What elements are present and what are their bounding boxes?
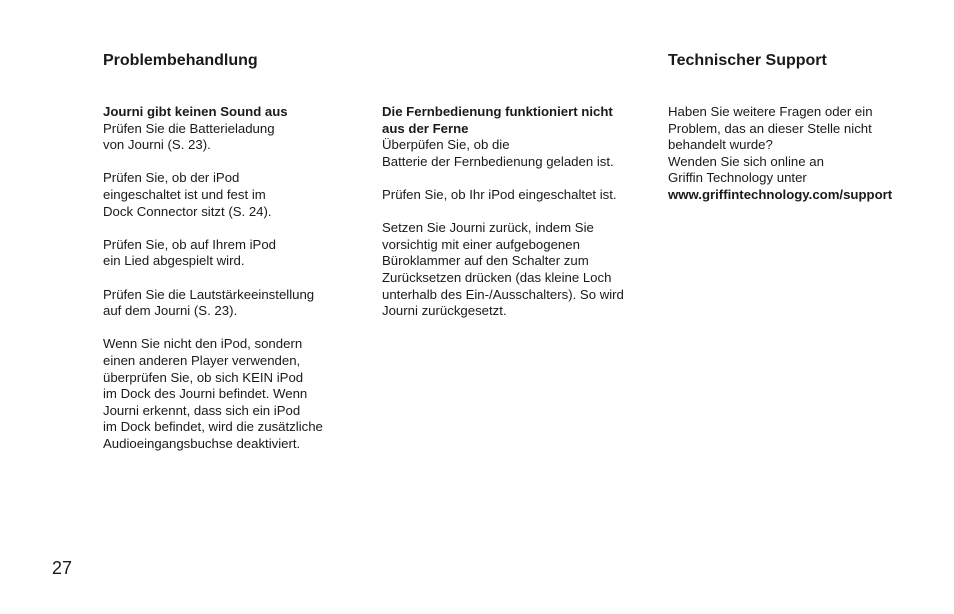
paragraph: Überpüfen Sie, ob die Batterie der Fernbedienung geladen ist. [382, 137, 614, 169]
paragraph: Prüfen Sie, ob Ihr iPod eingeschaltet ist. [382, 186, 617, 202]
paragraph: Prüfen Sie, ob auf Ihrem iPod ein Lied abgespielt wird. [103, 236, 277, 269]
paragraph: Wenn Sie nicht den iPod, sondern einen anderen Player verwenden, überprüfen Sie, ob sich KEIN iPod im Dock des Journi befindet. Wenn Journi erkennt, dass sich ein iPod im Dock befindet, wird die zusätzliche Audioeingangsbuchse deaktiviert. [103, 336, 323, 451]
column-support [668, 104, 948, 204]
paragraph: Prüfen Sie die Batterieladung von Journi (S. 23). [103, 120, 275, 153]
paragraph: Prüfen Sie, ob der iPod eingeschaltet ist und fest im Dock Connector sitzt (S. 24). [103, 170, 272, 219]
section-title-no-sound: Journi gibt keinen Sound aus [103, 104, 288, 119]
heading-technical-support: Technischer Support [668, 52, 827, 69]
support-text: Haben Sie weitere Fragen oder ein Problem, das an dieser Stelle nicht behandelt wurde? Wenden Sie sich online an Griffin Technology unter [668, 104, 873, 186]
column-remote [382, 104, 657, 336]
support-url-link[interactable]: www.griffintechnology.com/support [668, 186, 893, 202]
column-no-sound [103, 104, 363, 469]
paragraph: Prüfen Sie die Lautstärkeeinstellung auf dem Journi (S. 23). [103, 286, 315, 319]
page-number: 27 [52, 558, 73, 578]
heading-troubleshooting: Problembehandlung [103, 52, 258, 69]
section-title-remote: Die Fernbedienung funktioniert nicht aus der Ferne [382, 104, 613, 136]
paragraph: Setzen Sie Journi zurück, indem Sie vorsichtig mit einer aufgebogenen Büroklammer auf den Schalter zum Zurücksetzen drücken (das kleine Loch unterhalb des Ein-/Ausschalters). So wird Journi zurückgesetzt. [382, 220, 624, 319]
